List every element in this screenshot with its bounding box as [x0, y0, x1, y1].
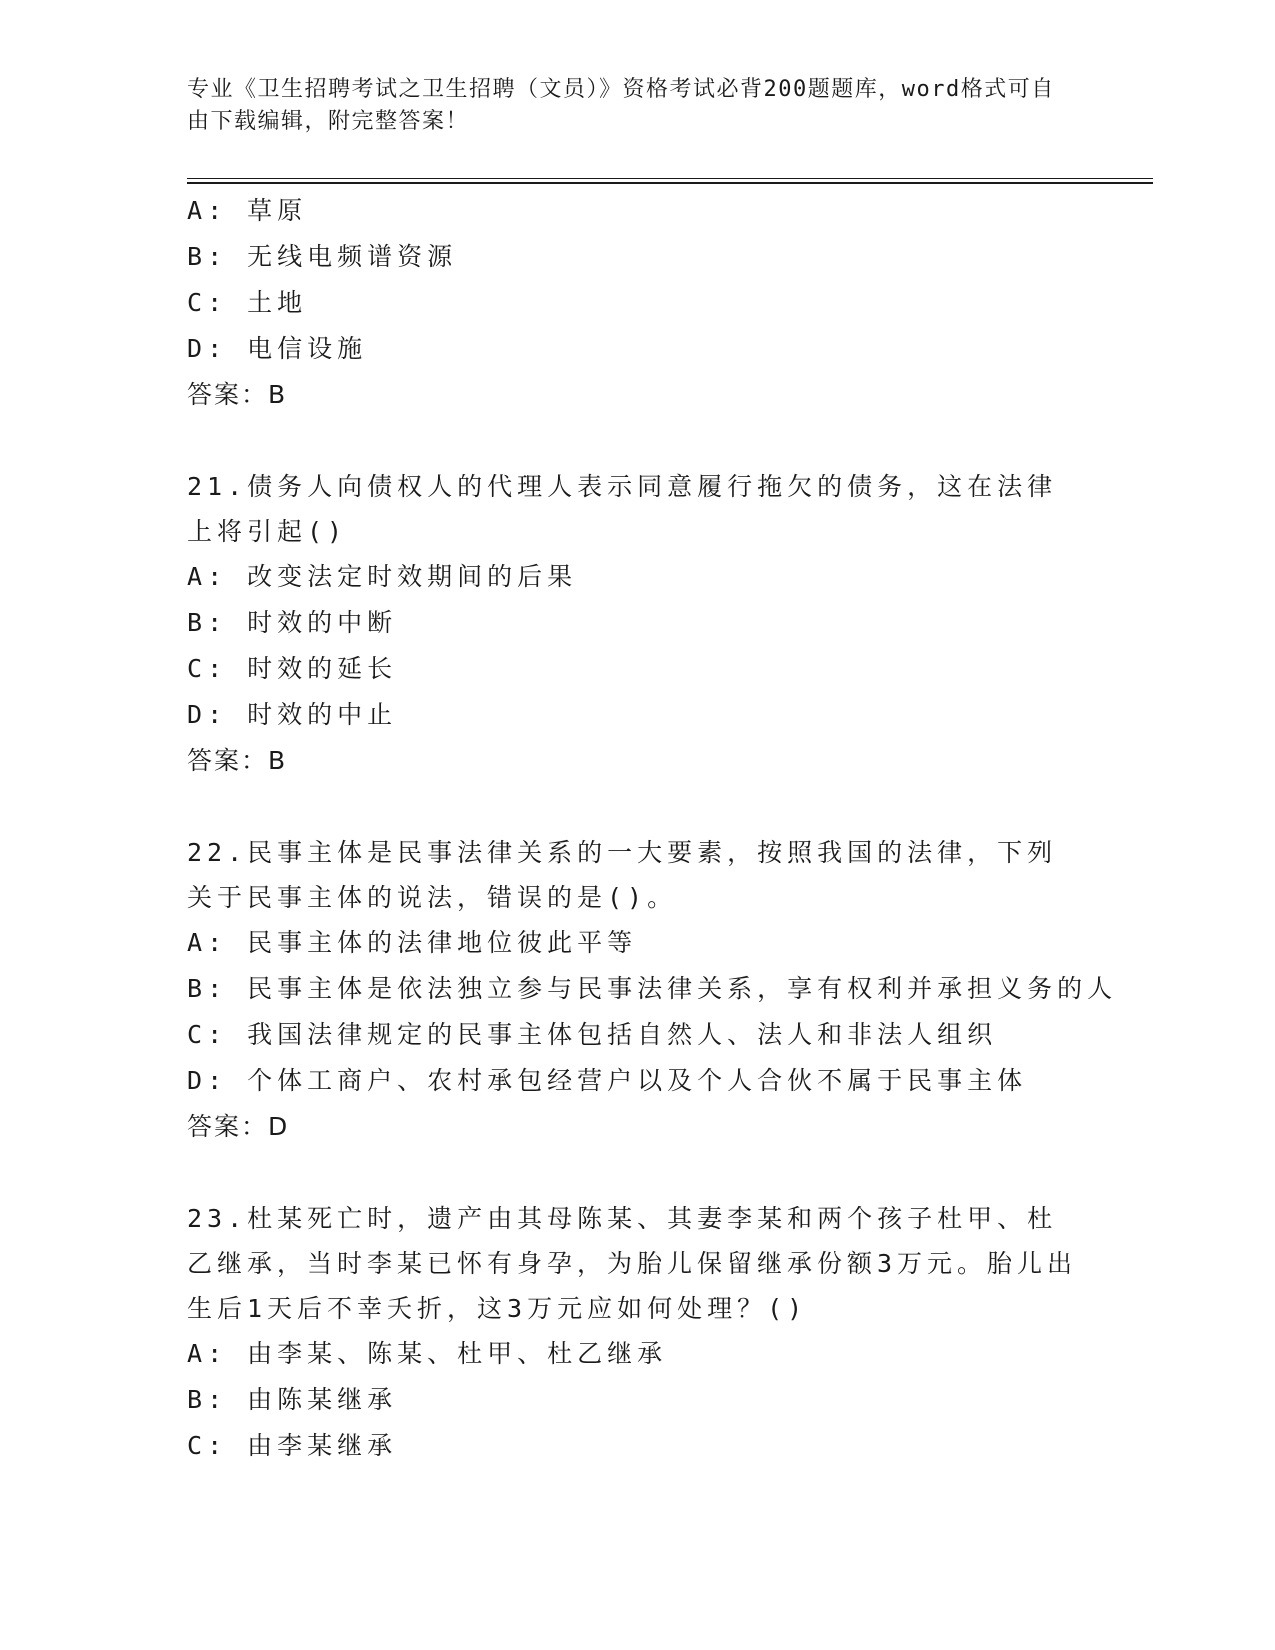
option-c: C: 由李某继承: [187, 1431, 398, 1460]
option-b: B: 民事主体是依法独立参与民事法律关系，享有权利并承担义务的人: [187, 974, 1118, 1003]
header-rule-thick: [187, 182, 1153, 184]
answer-line: 答案：D: [187, 1112, 290, 1141]
question-stem: 23.杜某死亡时，遗产由其母陈某、其妻李某和两个孩子杜甲、杜乙继承，当时李某已怀有身孕，为胎儿保留继承份额3万元。胎儿出生后1天后不幸夭折，这3万元应如何处理？(): [187, 1204, 1078, 1323]
option-c: C: 我国法律规定的民事主体包括自然人、法人和非法人组织: [187, 1020, 998, 1049]
option-c: C: 时效的延长: [187, 654, 398, 683]
option-d: D: 时效的中止: [187, 700, 398, 729]
option-a: A: 草原: [187, 196, 308, 225]
option-c: C: 土地: [187, 288, 308, 317]
header-rule-thin: [187, 178, 1153, 179]
answer-line: 答案：B: [187, 380, 288, 409]
question-block-22: [187, 830, 1118, 1150]
question-stem: 21.债务人向债权人的代理人表示同意履行拖欠的债务，这在法律上将引起(): [187, 472, 1058, 546]
option-a: A: 民事主体的法律地位彼此平等: [187, 928, 638, 957]
option-d: D: 电信设施: [187, 334, 368, 363]
question-stem: 22.民事主体是民事法律关系的一大要素，按照我国的法律，下列关于民事主体的说法，错误的是()。: [187, 838, 1058, 912]
document-header: [187, 74, 1067, 138]
question-block-23: [187, 1196, 1087, 1469]
option-a: A: 由李某、陈某、杜甲、杜乙继承: [187, 1339, 668, 1368]
header-title: 专业《卫生招聘考试之卫生招聘（文员）》资格考试必背200题题库，word格式可自由下载编辑，附完整答案！: [187, 77, 1055, 134]
option-b: B: 无线电频谱资源: [187, 242, 458, 271]
question-block-prev: [187, 188, 1087, 418]
option-b: B: 由陈某继承: [187, 1385, 398, 1414]
option-d: D: 个体工商户、农村承包经营户以及个人合伙不属于民事主体: [187, 1066, 1028, 1095]
answer-line: 答案：B: [187, 746, 288, 775]
question-block-21: [187, 464, 1087, 784]
option-b: B: 时效的中断: [187, 608, 398, 637]
document-body: [187, 188, 1118, 1469]
option-a: A: 改变法定时效期间的后果: [187, 562, 578, 591]
